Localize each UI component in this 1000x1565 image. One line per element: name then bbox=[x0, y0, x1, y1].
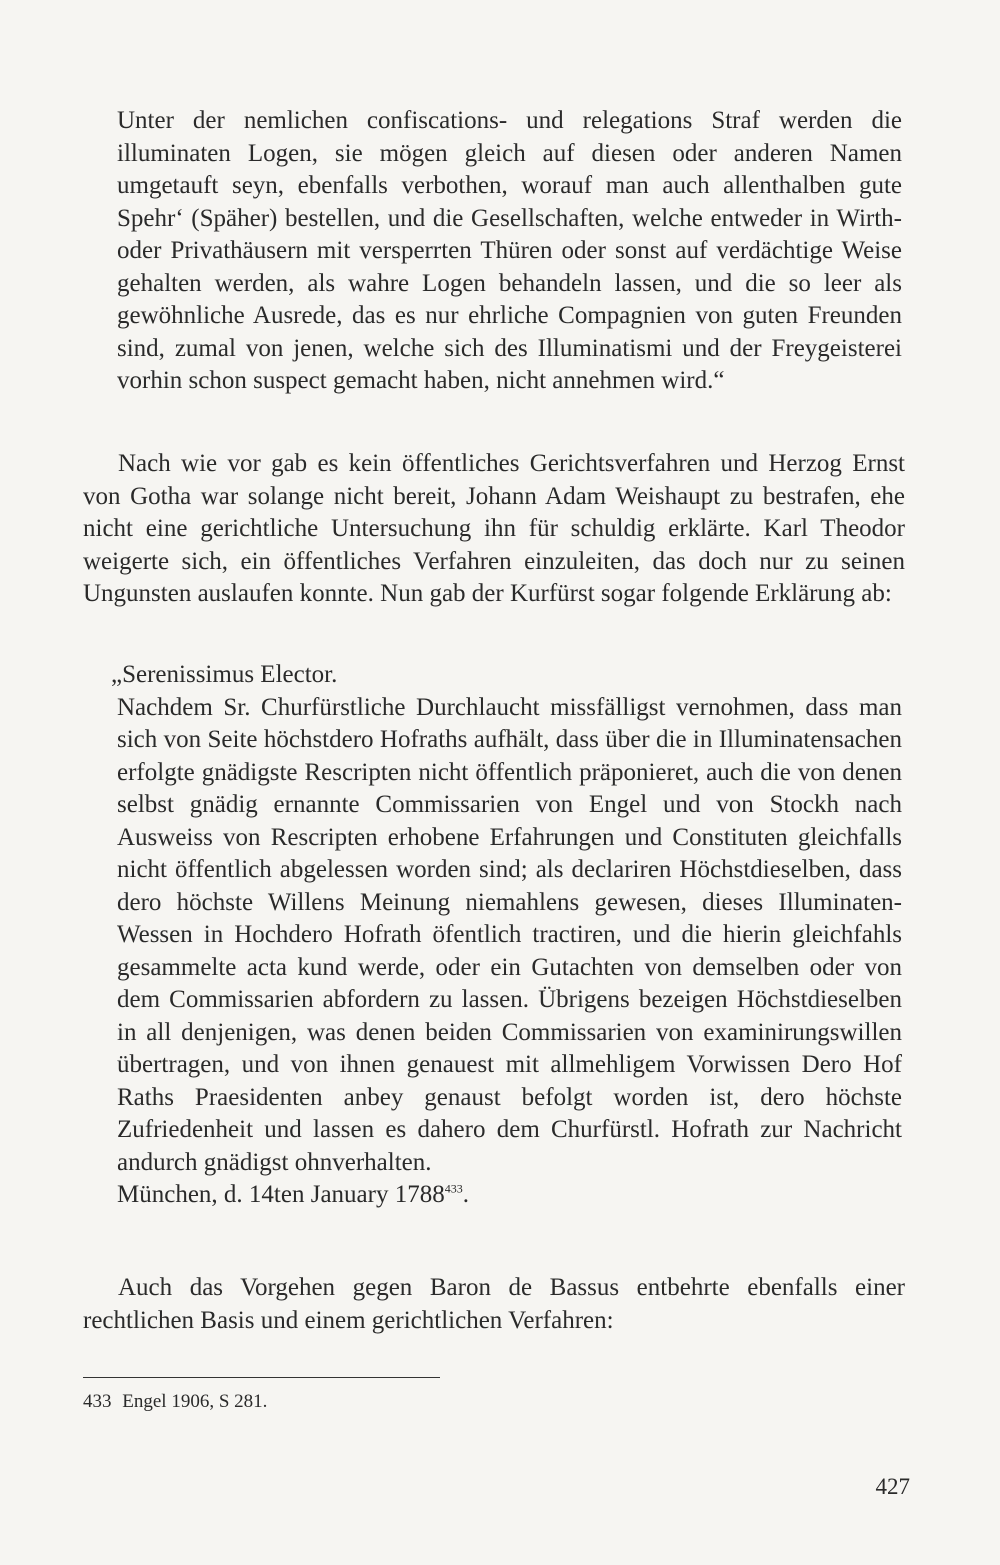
footnote-reference[interactable]: 433 bbox=[444, 1181, 463, 1196]
body-paragraph-2 bbox=[83, 1272, 905, 1337]
quote-2-body: Nachdem Sr. Churfürstliche Durchlaucht missfälligst vernohmen, dass man sich von Seite höchstdero Hofraths aufhält, dass über die in Illuminatensachen erfolgte gnädigste Rescripten nicht öffentlich präponieret, auch die von denen selbst gnädig ernannte Commissarien von Engel und von Stockh nach Ausweiss von Rescripten erhobene Erfahrungen und Constituten gleichfalls nicht öffentlich abgelessen worden sind; als declariren Höchstdieselben, dass dero höchste Willens Meinung niemahlens gewesen, dieses Illuminaten-Wessen in Hochdero Hofrath öfentlich tractiren, und die hierin gleichfahls gesammelte acta kund werde, oder ein Gutachten von demselben oder von dem Commissarien abfordern zu lassen. Übrigens bezeigen Höchstdieselben in all denjenigen, was denen beiden Commissarien von examinirungswillen übertragen, und von ihnen genauest mit allmehligem Vorwissen Dero Hof Raths Praesidenten anbey genaust befolgt worden ist, dero höchste Zufriedenheit und lassen es dahero dem Churfürstl. Hofrath zur Nachricht andurch gnädigst ohnverhalten. bbox=[117, 693, 902, 1176]
page-number: 427 bbox=[875, 1474, 910, 1499]
paragraph-1-text: Nach wie vor gab es kein öffentliches Gerichtsverfahren und Herzog Ernst von Gotha war solange nicht bereit, Johann Adam Weishaupt zu bestrafen, ehe nicht eine gerichtliche Untersuchung ihn für schuldig erklärte. Karl Theodor weigerte sich, ein öffentliches Verfahren einzuleiten, das doch nur zu seinen Ungunsten auslaufen konnte. Nun gab der Kurfürst sogar folgende Erklärung ab: bbox=[83, 450, 905, 607]
quote-2-signature-end: . bbox=[462, 1181, 469, 1208]
block-quote-2 bbox=[111, 659, 902, 1212]
footnote-number: 433 bbox=[83, 1391, 112, 1412]
quote-2-heading: „Serenissimus Elector. bbox=[111, 661, 338, 688]
quote-1-text: Unter der nemlichen confiscations- und relegations Straf werden die illuminaten Logen, sie mögen gleich auf diesen oder anderen Namen umgetauft seyn, ebenfalls verbothen, worauf man auch allenthalben gute Spehr‘ (Späher) bestellen, und die Gesellschaften, welche entweder in Wirth- oder Privathäusern mit versperrten Thüren oder sonst auf verdächtige Weise gehalten werden, als wahre Logen behandeln lassen, und die so leer als gewöhnliche Ausrede, das es nur ehrliche Compagnien von guten Freunden sind, zumal von jenen, welche sich des Illuminatismi und der Freygeisterei vorhin schon suspect gemacht haben, nicht annehmen wird.“ bbox=[117, 107, 902, 394]
paragraph-2-text: Auch das Vorgehen gegen Baron de Bassus entbehrte ebenfalls einer rechtlichen Basis und einem gerichtlichen Verfahren: bbox=[83, 1274, 905, 1334]
footnote bbox=[83, 1389, 267, 1415]
footnote-text: Engel 1906, S 281. bbox=[122, 1391, 268, 1412]
body-paragraph-1 bbox=[83, 448, 905, 611]
quote-2-signature: München, d. 14ten January 1788 bbox=[117, 1181, 445, 1208]
block-quote-1 bbox=[117, 105, 902, 398]
footnote-divider bbox=[83, 1377, 440, 1378]
quote-2-signature-line bbox=[117, 1179, 902, 1212]
